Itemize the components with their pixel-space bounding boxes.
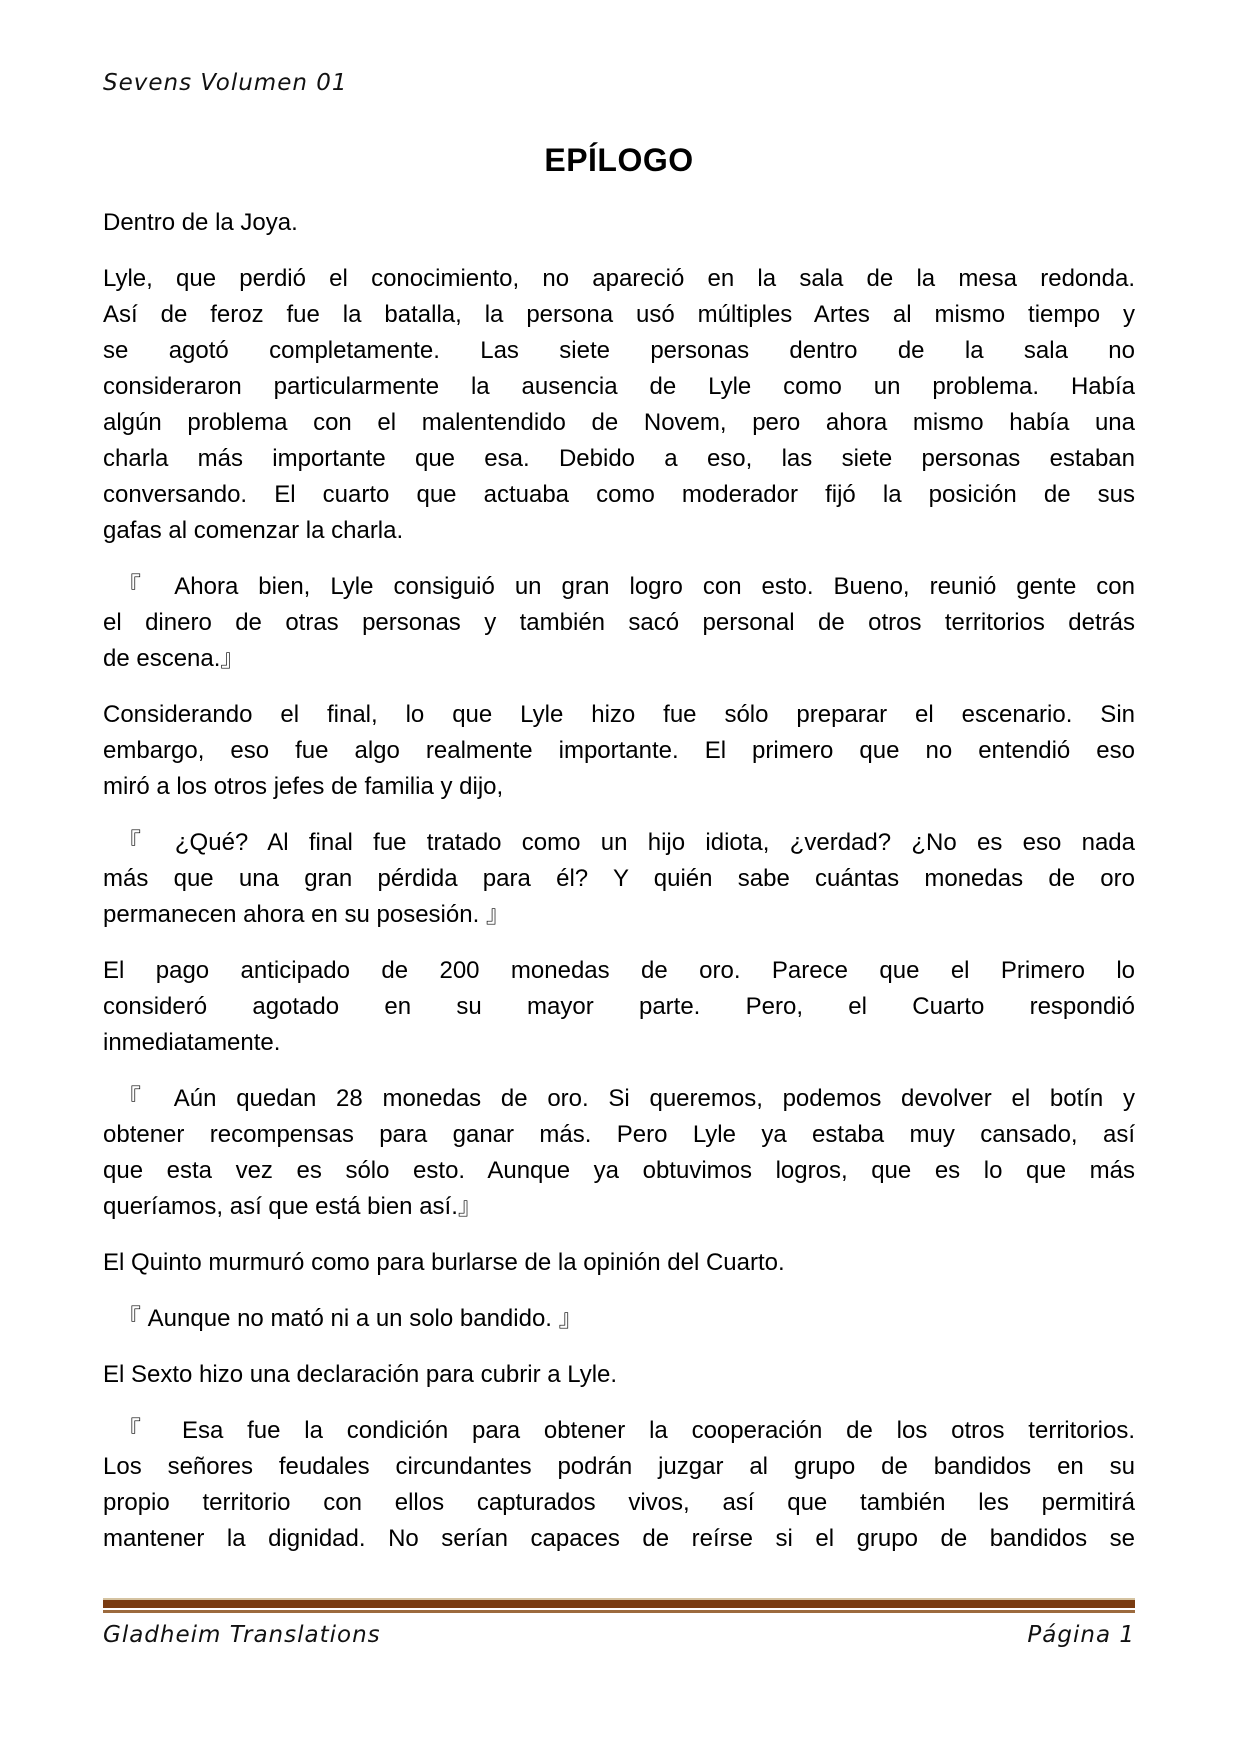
text-line: el dinero de otras personas y también sacó personal de otros territorios detrás — [103, 609, 1135, 636]
text-line: Así de feroz fue la batalla, la persona usó múltiples Artes al mismo tiempo y — [103, 301, 1135, 328]
footer-right-text: Página 1 — [1027, 1622, 1135, 1648]
text-line: se agotó completamente. Las siete personas dentro de la sala no — [103, 337, 1135, 364]
dialogue-paragraph — [103, 1301, 1135, 1337]
text-line: algún problema con el malentendido de Novem, pero ahora mismo había una — [103, 409, 1135, 436]
text-line: obtener recompensas para ganar más. Pero Lyle ya estaba muy cansado, así — [103, 1121, 1135, 1148]
text-line: embargo, eso fue algo realmente importante. El primero que no entendió eso — [103, 737, 1135, 764]
text-line: 『 Aunque no mató ni a un solo bandido. 』 — [117, 1305, 583, 1332]
narrative-paragraph — [103, 1357, 1135, 1393]
footer-left-text: Gladheim Translations — [103, 1622, 381, 1648]
page-footer — [103, 1622, 1135, 1648]
text-line: consideraron particularmente la ausencia de Lyle como un problema. Había — [103, 373, 1135, 400]
text-line: permanecen ahora en su posesión. 』 — [103, 901, 510, 928]
text-line: conversando. El cuarto que actuaba como moderador fijó la posición de sus — [103, 481, 1135, 508]
narrative-paragraph — [103, 953, 1135, 1061]
text-line: 『 ¿Qué? Al final fue tratado como un hijo idiota, ¿verdad? ¿No es eso nada — [117, 829, 1135, 856]
text-line: consideró agotado en su mayor parte. Pero, el Cuarto respondió — [103, 993, 1135, 1020]
chapter-title: EPÍLOGO — [544, 142, 694, 178]
text-line: El Sexto hizo una declaración para cubrir a Lyle. — [103, 1361, 618, 1388]
narrative-paragraph — [103, 697, 1135, 805]
text-line: El Quinto murmuró como para burlarse de la opinión del Cuarto. — [103, 1249, 785, 1276]
text-line: 『 Esa fue la condición para obtener la cooperación de los otros territorios. — [117, 1417, 1135, 1444]
text-line: Considerando el final, lo que Lyle hizo fue sólo preparar el escenario. Sin — [103, 701, 1135, 728]
header-title: Sevens Volumen 01 — [103, 70, 348, 96]
dialogue-paragraph — [103, 569, 1135, 677]
dialogue-paragraph — [103, 825, 1135, 933]
text-line: 『 Ahora bien, Lyle consiguió un gran logro con esto. Bueno, reunió gente con — [117, 573, 1135, 600]
text-line: gafas al comenzar la charla. — [103, 517, 404, 544]
body-text — [103, 205, 1135, 1557]
narrative-paragraph — [103, 1245, 1135, 1281]
text-line: de escena.』 — [103, 645, 245, 672]
footer-rule — [103, 1598, 1135, 1613]
text-line: miró a los otros jefes de familia y dijo, — [103, 773, 504, 800]
text-line: Los señores feudales circundantes podrán juzgar al grupo de bandidos en su — [103, 1453, 1135, 1480]
text-line: inmediatamente. — [103, 1029, 281, 1056]
text-line: más que una gran pérdida para él? Y quién sabe cuántas monedas de oro — [103, 865, 1135, 892]
text-line: que esta vez es sólo esto. Aunque ya obtuvimos logros, que es lo que más — [103, 1157, 1135, 1184]
text-line: Lyle, que perdió el conocimiento, no apareció en la sala de la mesa redonda. — [103, 265, 1135, 292]
text-line: 『 Aún quedan 28 monedas de oro. Si queremos, podemos devolver el botín y — [117, 1085, 1135, 1112]
text-line: queríamos, así que está bien así.』 — [103, 1193, 482, 1220]
text-line: propio territorio con ellos capturados vivos, así que también les permitirá — [103, 1489, 1135, 1516]
text-line: El pago anticipado de 200 monedas de oro. Parece que el Primero lo — [103, 957, 1135, 984]
footer-rule-dark-line — [103, 1600, 1135, 1608]
narrative-paragraph — [103, 261, 1135, 549]
text-line: mantener la dignidad. No serían capaces de reírse si el grupo de bandidos se — [103, 1525, 1135, 1552]
footer-rule-mid-line — [103, 1610, 1135, 1613]
text-line: Dentro de la Joya. — [103, 209, 298, 236]
narrative-paragraph — [103, 205, 1135, 241]
dialogue-paragraph — [103, 1081, 1135, 1225]
text-line: charla más importante que esa. Debido a eso, las siete personas estaban — [103, 445, 1135, 472]
dialogue-paragraph — [103, 1413, 1135, 1557]
page-header — [103, 70, 1135, 96]
